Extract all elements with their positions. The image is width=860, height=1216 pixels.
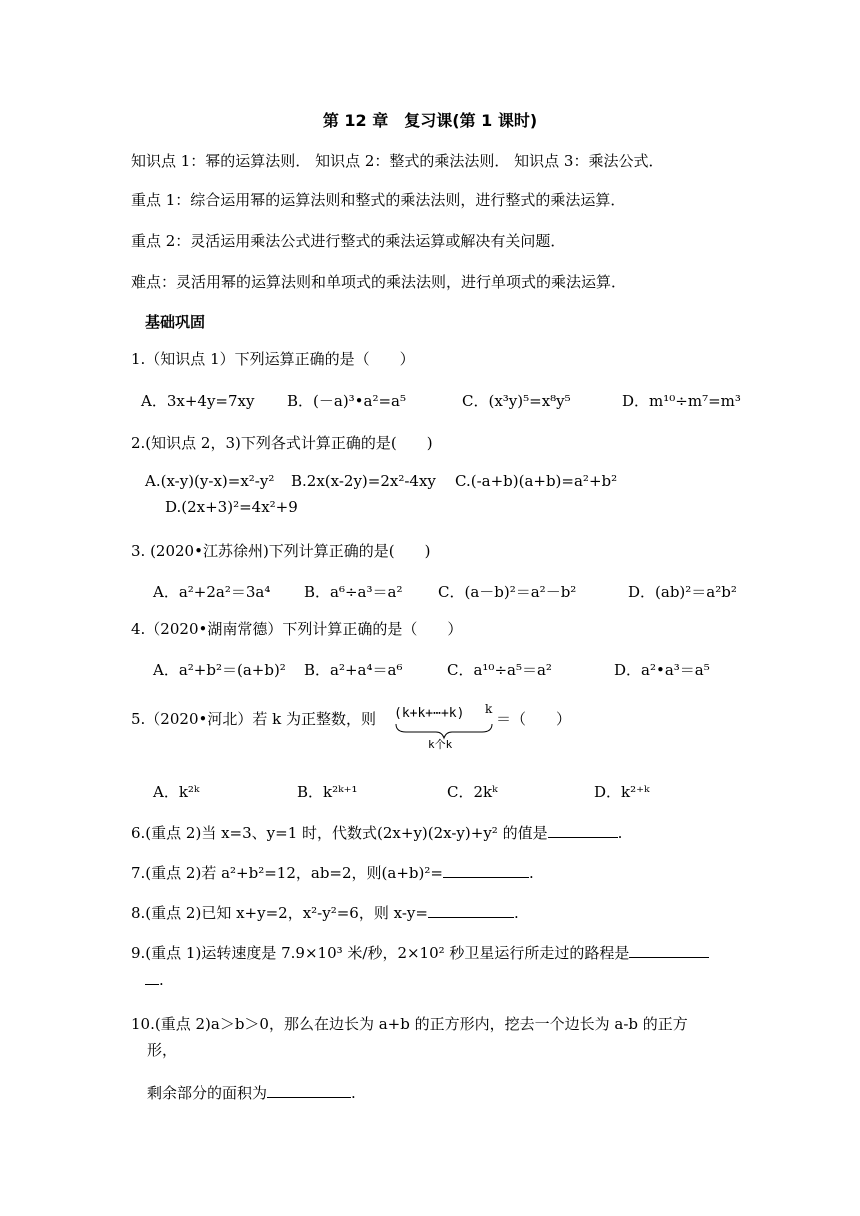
answer-blank-continued	[145, 970, 159, 985]
key-point-1: 重点 1：综合运用幂的运算法则和整式的乘法法则，进行整式的乘法运算．	[131, 191, 626, 209]
question-5-expression	[392, 704, 496, 752]
question-5-under-label: k个k	[428, 738, 453, 751]
question-4-option-b: B．a²+a⁴＝a⁶	[304, 661, 403, 679]
question-6-text: 6.(重点 2)当 x=3、y=1 时，代数式(2x+y)(2x-y)+y² 的值是	[131, 824, 548, 842]
question-2-stem: 2.(知识点 2，3)下列各式计算正确的是( )	[131, 434, 433, 452]
question-5-stem: 5.（2020•河北）若 k 为正整数，则	[131, 710, 376, 728]
question-10-end: .	[351, 1084, 356, 1102]
question-10-line-2: 形，	[147, 1041, 178, 1059]
question-7	[131, 862, 534, 883]
question-4-stem: 4.（2020•湖南常德）下列计算正确的是（ ）	[131, 620, 463, 638]
question-5-option-a: A．k²ᵏ	[153, 783, 200, 801]
question-2-option-d: D.(2x+3)²=4x²+9	[165, 498, 298, 516]
question-1-option-c: C．(x³y)⁵=x⁸y⁵	[462, 392, 571, 410]
section-heading: 基础巩固	[145, 313, 206, 331]
question-3-option-b: B．a⁶÷a³＝a²	[304, 583, 403, 601]
answer-blank	[267, 1083, 351, 1098]
question-8-text: 8.(重点 2)已知 x+y=2，x²-y²=6，则 x-y=	[131, 904, 428, 922]
question-3-stem: 3. (2020•江苏徐州)下列计算正确的是( )	[131, 542, 431, 560]
question-10-text: 剩余部分的面积为	[147, 1084, 268, 1102]
question-8	[131, 902, 519, 923]
question-10-line-3	[147, 1082, 356, 1103]
question-5-exponent: k	[485, 702, 493, 716]
answer-blank	[428, 903, 514, 918]
key-point-2: 重点 2：灵活运用乘法公式进行整式的乘法运算或解决有关问题．	[131, 232, 566, 250]
question-9-stem: 9.(重点 1)运转速度是 7.9×10³ 米/秒，2×10² 秒卫星运行所走过的路程是	[131, 944, 630, 962]
question-7-end: .	[528, 864, 534, 882]
question-2-option-a: A.(x-y)(y-x)=x²-y²	[145, 472, 275, 490]
question-1-option-d: D．m¹⁰÷m⁷=m³	[622, 392, 741, 410]
question-8-end: .	[513, 904, 519, 922]
answer-blank	[548, 823, 618, 838]
question-6-end: .	[617, 824, 623, 842]
difficulty-point: 难点：灵活用幂的运算法则和单项式的乘法法则，进行单项式的乘法运算．	[131, 273, 627, 291]
question-5-expr-text: (k+k+⋯+k)	[394, 706, 465, 721]
question-5-option-c: C．2kᵏ	[447, 783, 498, 801]
question-5-option-d: D．k²⁺ᵏ	[594, 783, 650, 801]
question-4-option-d: D．a²•a³＝a⁵	[614, 661, 710, 679]
answer-blank	[443, 863, 529, 878]
question-3-option-c: C．(a－b)²＝a²－b²	[438, 583, 577, 601]
question-9-end: .	[159, 971, 164, 989]
question-5-stem-end: ＝（ ）	[496, 710, 572, 728]
question-7-text: 7.(重点 2)若 a²+b²=12，ab=2，则(a+b)²=	[131, 864, 443, 882]
question-4-option-c: C．a¹⁰÷a⁵＝a²	[447, 661, 552, 679]
page-title: 第 12 章 复习课(第 1 课时)	[322, 111, 538, 130]
question-4-option-a: A．a²+b²＝(a+b)²	[153, 661, 286, 679]
question-2-option-c: C.(-a+b)(a+b)=a²+b²	[455, 472, 618, 490]
answer-blank	[629, 943, 709, 958]
question-1-option-b: B．(－a)³•a²=a⁵	[287, 392, 407, 410]
question-10-line-1: 10.(重点 2)a＞b＞0，那么在边长为 a+b 的正方形内，挖去一个边长为 a-b 的正方	[131, 1015, 688, 1033]
question-9-continuation	[145, 970, 164, 989]
question-1-stem: 1.（知识点 1）下列运算正确的是（ ）	[131, 350, 415, 368]
question-3-option-a: A．a²+2a²＝3a⁴	[153, 583, 271, 601]
question-5-option-b: B．k²ᵏ⁺¹	[297, 783, 358, 801]
question-6	[131, 822, 622, 843]
question-1-option-a: A．3x+4y=7xy	[141, 392, 255, 410]
question-9-text	[131, 942, 709, 963]
knowledge-points: 知识点 1：幂的运算法则． 知识点 2：整式的乘法法则． 知识点 3：乘法公式．	[131, 152, 664, 170]
question-2-option-b: B.2x(x-2y)=2x²-4xy	[291, 472, 436, 490]
question-3-option-d: D．(ab)²＝a²b²	[628, 583, 737, 601]
